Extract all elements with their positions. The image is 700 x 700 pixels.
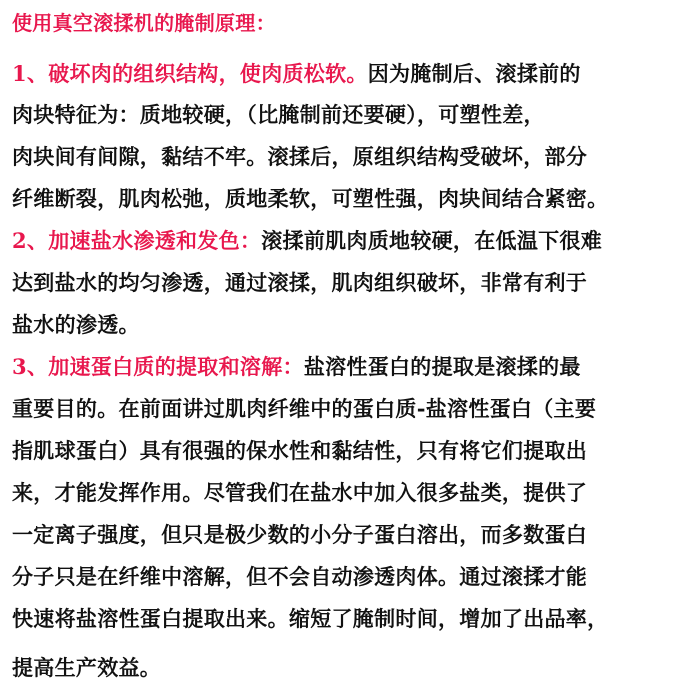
section-3-heading: 3、加速蛋白质的提取和溶解： [12,354,304,379]
section-3-text-line: 来，才能发挥作用。尽管我们在盐水中加入很多盐类，提供了 [12,480,588,505]
section-2-text-line: 达到盐水的均匀渗透，通过滚揉，肌肉组织破坏，非常有利于 [12,270,588,295]
section-1-text-line: 肉块特征为：质地较硬，（比腌制前还要硬），可塑性差， [12,102,545,127]
section-2-text-line: 滚揉前肌肉质地较硬，在低温下很难 [261,228,603,253]
section-3-text-line: 重要目的。在前面讲过肌肉纤维中的蛋白质-盐溶性蛋白（主要 [12,396,597,421]
section-3-text-line: 提高生产效益。 [12,655,162,680]
section-1-text-line: 纤维断裂，肌肉松弛，质地柔软，可塑性强，肉块间结合紧密。 [12,186,609,211]
section-2-text-line: 盐水的渗透。 [12,312,140,337]
section-1-first-line [12,59,581,89]
section-3-text-line: 指肌球蛋白）具有很强的保水性和黏结性，只有将它们提取出 [12,438,588,463]
section-3-text-line: 盐溶性蛋白的提取是滚揉的最 [303,354,581,379]
section-1-text-line: 肉块间有间隙，黏结不牢。滚揉后，原组织结构受破坏，部分 [12,144,588,169]
document-title: 使用真空滚揉机的腌制原理： [12,11,276,35]
section-3-text-line: 分子只是在纤维中溶解，但不会自动渗透肉体。通过滚揉才能 [12,564,588,589]
section-2-first-line [12,226,602,256]
section-2-heading: 2、加速盐水渗透和发色： [12,228,262,253]
section-3-text-line: 一定离子强度，但只是极少数的小分子蛋白溶出，而多数蛋白 [12,522,588,547]
section-3-text-line: 快速将盐溶性蛋白提取出来。缩短了腌制时间，增加了出品率， [12,606,609,631]
section-1-text-line: 因为腌制后、滚揉前的 [367,61,581,86]
section-3-first-line [12,352,581,382]
section-1-heading: 1、破坏肉的组织结构，使肉质松软。 [12,61,368,86]
